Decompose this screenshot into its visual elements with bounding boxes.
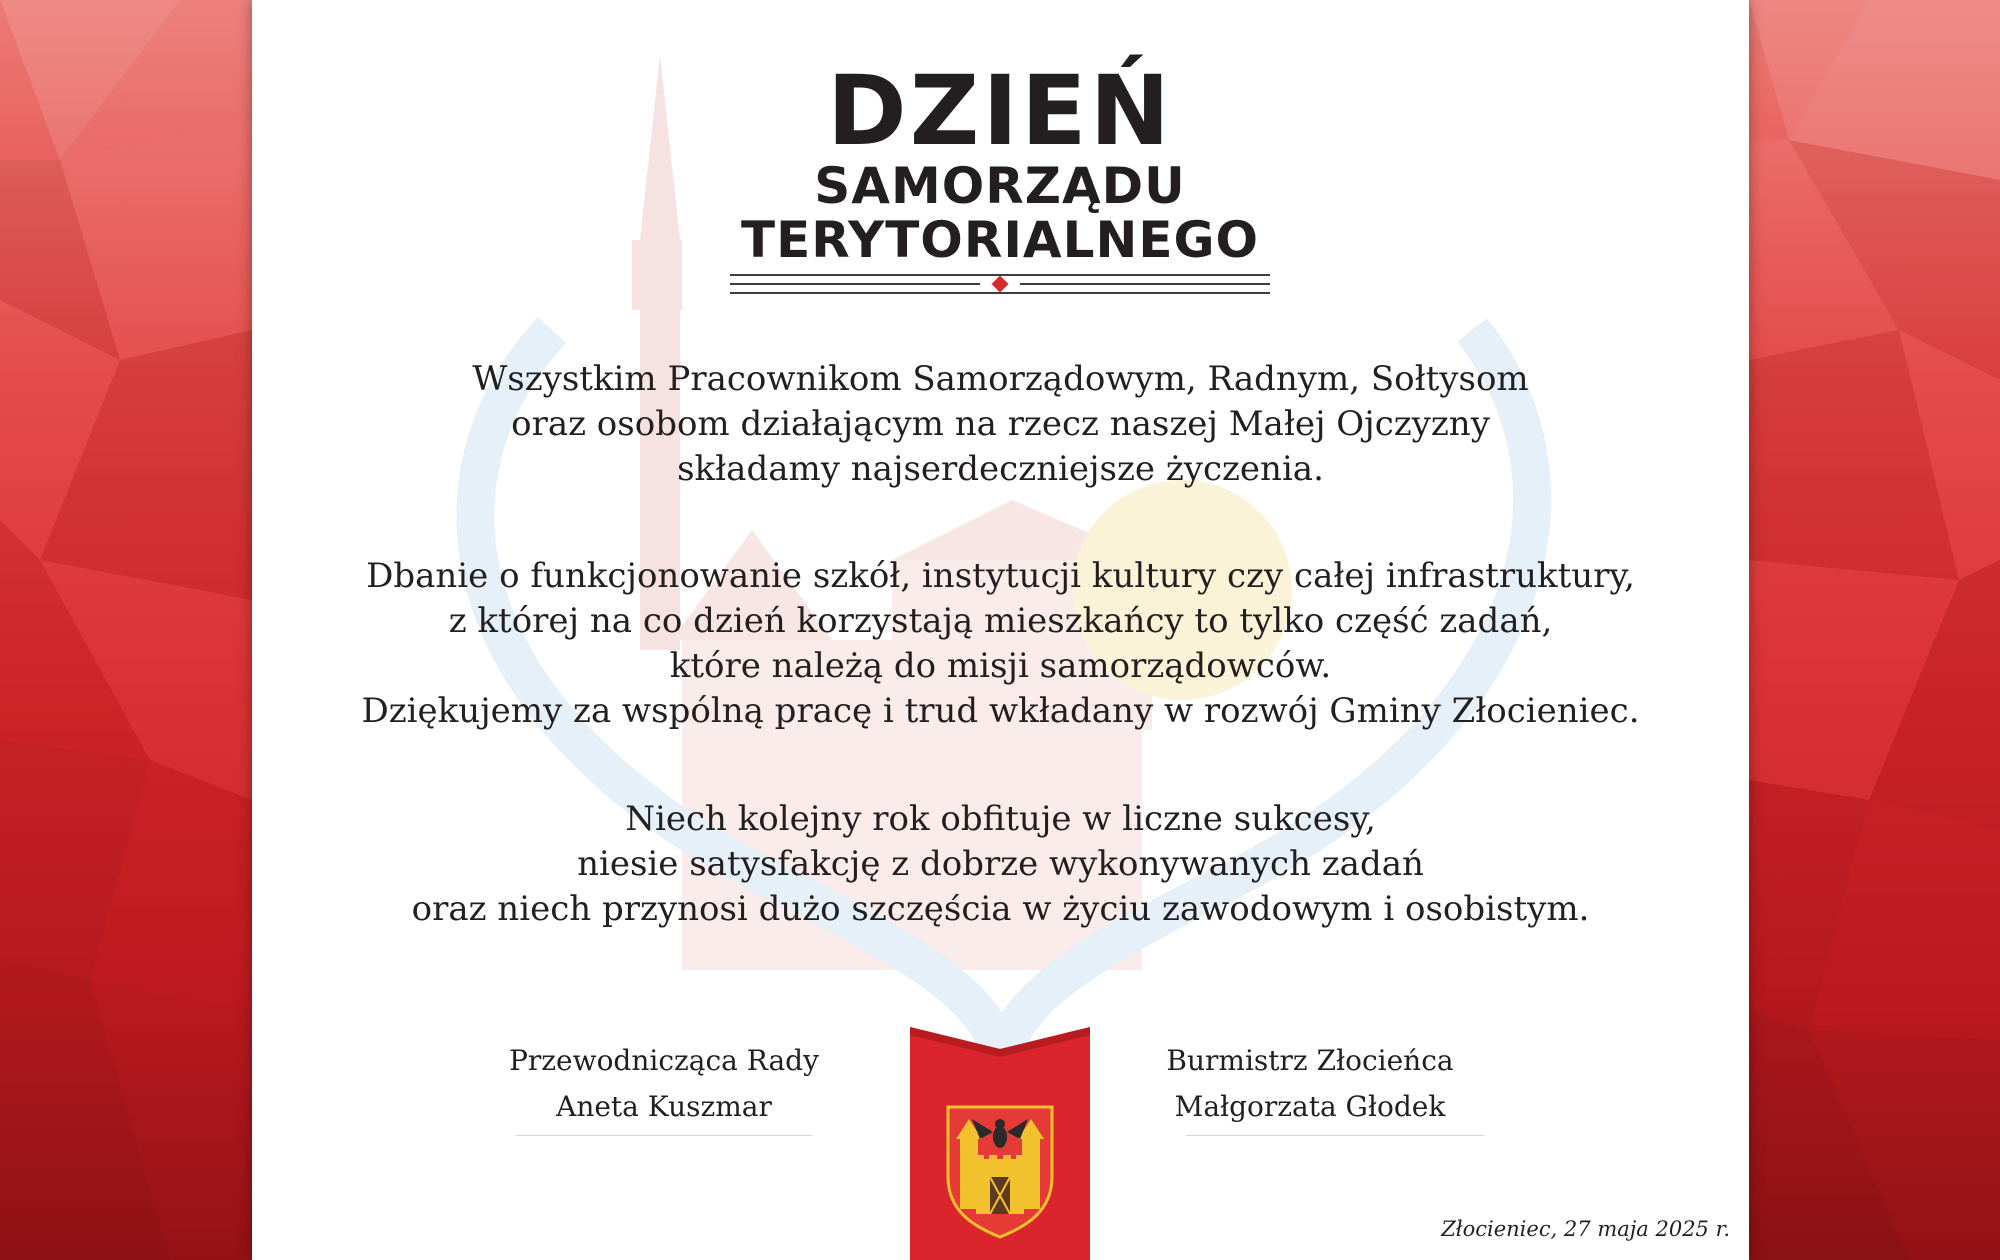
place-and-date: Złocieniec, 27 maja 2025 r. <box>1441 1217 1730 1241</box>
title-underline-2-right <box>1020 283 1270 285</box>
signature-name: Małgorzata Głodek <box>1174 1090 1446 1123</box>
coat-of-arms-banner <box>910 1027 1090 1260</box>
text-line: Niech kolejny rok obfituje w liczne sukcesy, <box>625 799 1376 839</box>
title-line-1: DZIEŃ <box>827 55 1173 167</box>
signature-line-right <box>1186 1135 1484 1136</box>
signature-council-chair <box>504 1038 824 1130</box>
greeting-paragraph-1 <box>252 357 1749 492</box>
text-line: Dbanie o funkcjonowanie szkół, instytucji kultury czy całej infrastruktury, <box>366 556 1635 596</box>
title-line-2: SAMORZĄDU <box>814 157 1186 215</box>
greeting-paragraph-2 <box>252 554 1749 734</box>
title-line-3: TERYTORIALNEGO <box>740 211 1260 269</box>
text-line: oraz niech przynosi dużo szczęścia w życiu zawodowym i osobistym. <box>411 889 1590 929</box>
text-line: Dziękujemy za wspólną pracę i trud wkładany w rozwój Gminy Złocieniec. <box>361 691 1640 731</box>
signature-role: Burmistrz Złocieńca <box>1166 1044 1454 1077</box>
title-underline-2-left <box>730 283 980 285</box>
greeting-paragraph-3 <box>252 797 1749 932</box>
text-line: które należą do misji samorządowców. <box>669 646 1332 686</box>
text-line: oraz osobom działającym na rzecz naszej Małej Ojczyzny <box>511 404 1490 444</box>
text-line: niesie satysfakcję z dobrze wykonywanych zadań <box>577 844 1424 884</box>
signature-name: Aneta Kuszmar <box>556 1090 772 1123</box>
signature-role: Przewodnicząca Rady <box>509 1044 819 1077</box>
text-line: składamy najserdeczniejsze życzenia. <box>677 449 1324 489</box>
signature-mayor <box>1150 1038 1470 1130</box>
text-line: Wszystkim Pracownikom Samorządowym, Radnym, Sołtysom <box>472 359 1529 399</box>
signature-line-left <box>516 1135 812 1136</box>
text-line: z której na co dzień korzystają mieszkańcy to tylko część zadań, <box>448 601 1553 641</box>
